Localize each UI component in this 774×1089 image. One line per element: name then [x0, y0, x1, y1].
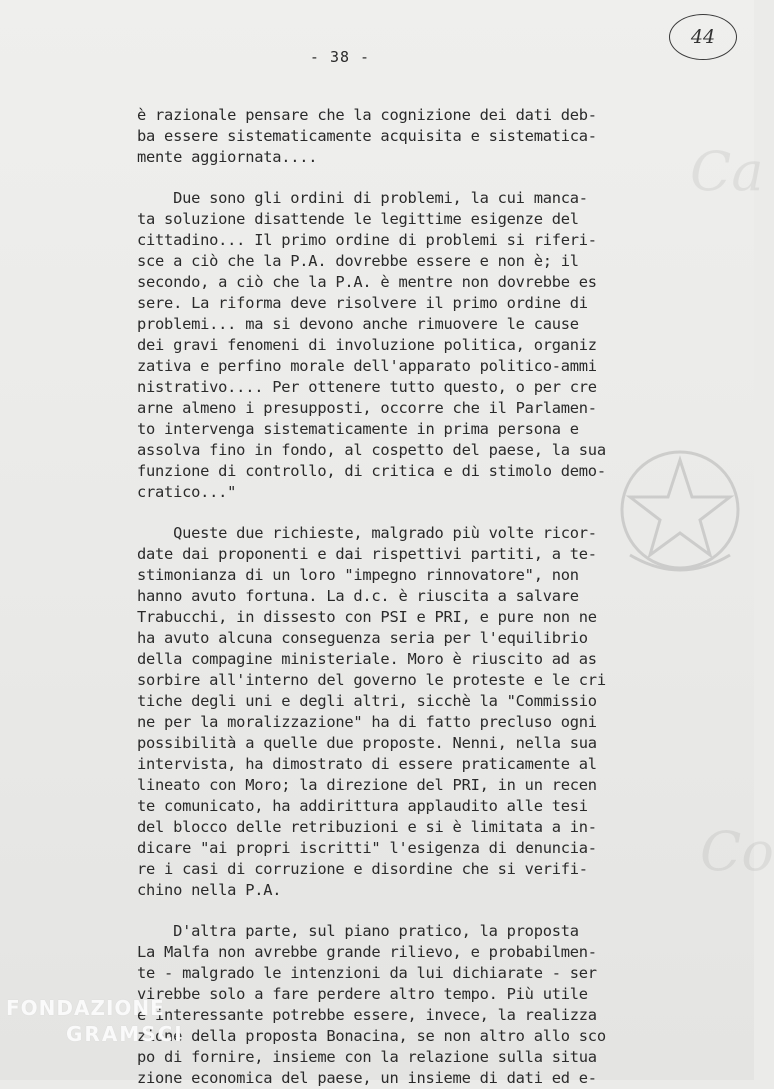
text-line: tiche degli uni e degli altri, sicchè la "Commissio — [137, 692, 597, 710]
paragraph-text — [137, 105, 617, 168]
text-line: D'altra parte, sul piano pratico, la proposta — [137, 922, 579, 940]
text-line: mente aggiornata.... — [137, 148, 318, 166]
paragraph-text — [137, 921, 617, 1089]
paragraph-gap — [137, 901, 617, 921]
text-line: zativa e perfino morale dell'apparato politico-ammi — [137, 357, 597, 375]
text-line: virebbe solo a fare perdere altro tempo. Più utile — [137, 985, 588, 1003]
text-line: possibilità a quelle due proposte. Nenni, nella sua — [137, 734, 597, 752]
text-line: cittadino... Il primo ordine di problemi si riferi- — [137, 231, 597, 249]
text-line: to intervenga sistematicamente in prima persona e — [137, 420, 579, 438]
text-line: te comunicato, ha addirittura applaudito alle tesi — [137, 797, 588, 815]
text-line: e interessante potrebbe essere, invece, la realizza — [137, 1006, 597, 1024]
text-line: nistrativo.... Per ottenere tutto questo, o per cre — [137, 378, 597, 396]
text-line: dicare "ai propri iscritti" l'esigenza di denuncia- — [137, 839, 597, 857]
text-line: chino nella P.A. — [137, 881, 282, 899]
text-line: re i casi di corruzione e disordine che si verifi- — [137, 860, 588, 878]
archive-watermark — [6, 996, 184, 1046]
paragraph-gap — [137, 503, 617, 523]
bleed-through-script: Co — [700, 820, 774, 883]
bleed-through-script: Ca — [690, 140, 764, 203]
text-line: zione economica del paese, un insieme di dati ed e- — [137, 1069, 597, 1087]
text-line: te - malgrado le intenzioni da lui dichiarate - ser — [137, 964, 597, 982]
paragraph — [137, 105, 617, 168]
text-line: secondo, a ciò che la P.A. è mentre non dovrebbe es — [137, 273, 597, 291]
handwritten-folio-number: 44 — [669, 14, 737, 60]
text-line: problemi... ma si devono anche rimuovere le cause — [137, 315, 579, 333]
text-line: ba essere sistematicamente acquisita e sistematica- — [137, 127, 597, 145]
paragraph-text — [137, 188, 617, 503]
text-line: Trabucchi, in dissesto con PSI e PRI, e pure non ne — [137, 608, 597, 626]
text-line: dei gravi fenomeni di involuzione politica, organiz — [137, 336, 597, 354]
text-line: ta soluzione disattende le legittime esigenze del — [137, 210, 579, 228]
text-line: ha avuto alcuna conseguenza seria per l'equilibrio — [137, 629, 588, 647]
typewritten-body — [137, 105, 617, 1089]
paragraph-text — [137, 523, 617, 901]
text-line: sorbire all'interno del governo le proteste e le cri — [137, 671, 606, 689]
text-line: arne almeno i presupposti, occorre che il Parlamen- — [137, 399, 597, 417]
watermark-line-2: GRAMSCI — [66, 1022, 184, 1046]
paragraph — [137, 921, 617, 1089]
paragraph — [137, 523, 617, 901]
text-line: zione della proposta Bonacina, se non altro allo sco — [137, 1027, 606, 1045]
text-line: date dai proponenti e dai rispettivi partiti, a te- — [137, 545, 597, 563]
text-line: lineato con Moro; la direzione del PRI, in un recen — [137, 776, 597, 794]
text-line: sce a ciò che la P.A. dovrebbe essere e non è; il — [137, 252, 579, 270]
text-line: La Malfa non avrebbe grande rilievo, e probabilmen- — [137, 943, 597, 961]
text-line: ne per la moralizzazione" ha di fatto precluso ogni — [137, 713, 597, 731]
page-number: - 38 - — [309, 48, 371, 66]
text-line: Queste due richieste, malgrado più volte ricor- — [137, 524, 597, 542]
text-line: stimonianza di un loro "impegno rinnovatore", non — [137, 566, 579, 584]
text-line: funzione di controllo, di critica e di stimolo demo- — [137, 462, 606, 480]
text-line: cratico..." — [137, 483, 237, 501]
text-line: sere. La riforma deve risolvere il primo ordine di — [137, 294, 588, 312]
text-line: Due sono gli ordini di problemi, la cui manca- — [137, 189, 588, 207]
text-line: della compagine ministeriale. Moro è riuscito ad as — [137, 650, 597, 668]
text-line: del blocco delle retribuzioni e si è limitata a in- — [137, 818, 597, 836]
text-line: po di fornire, insieme con la relazione sulla situa — [137, 1048, 597, 1066]
paragraph-gap — [137, 168, 617, 188]
paragraph — [137, 188, 617, 503]
text-line: assolva fino in fondo, al cospetto del paese, la sua — [137, 441, 606, 459]
faint-emblem-stamp — [610, 435, 750, 585]
watermark-line-1: FONDAZIONE — [6, 996, 165, 1020]
text-line: intervista, ha dimostrato di essere praticamente al — [137, 755, 597, 773]
text-line: hanno avuto fortuna. La d.c. è riuscita a salvare — [137, 587, 579, 605]
text-line: è razionale pensare che la cognizione dei dati deb- — [137, 106, 597, 124]
